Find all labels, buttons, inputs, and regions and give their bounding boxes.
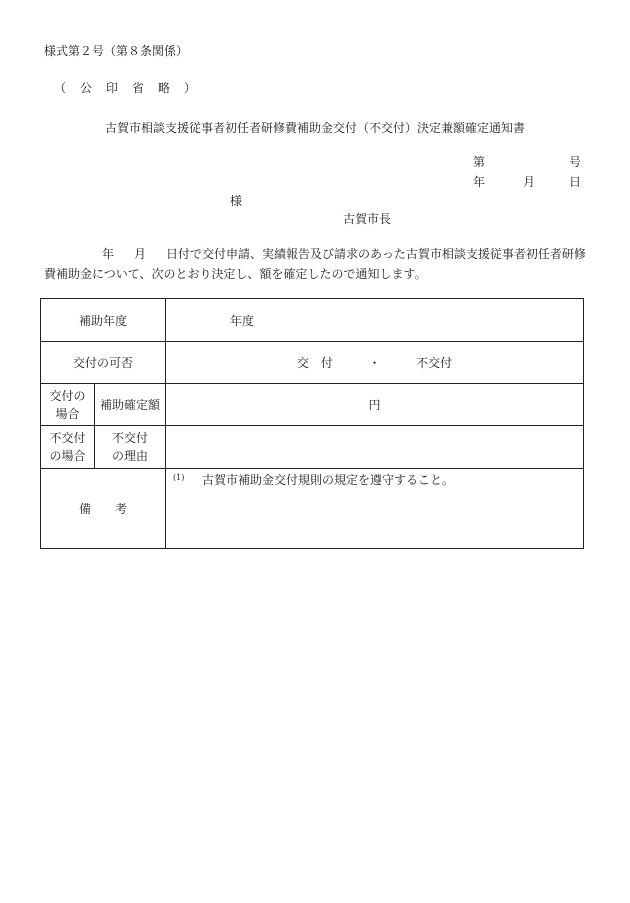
addressee-honorific: 様 — [230, 194, 243, 208]
table-row — [41, 469, 584, 549]
remarks-label: 備 考 — [41, 469, 166, 549]
form-number: 様式第２号（第８条関係） — [44, 44, 189, 58]
issuer-name: 古賀市長 — [343, 212, 392, 226]
decision-label: 交付の可否 — [41, 342, 166, 384]
confirmed-amount-label: 補助確定額 — [95, 384, 166, 426]
issue-number-suffix: 号 — [568, 155, 581, 169]
remark-text: 古賀市補助金交付規則の規定を遵守すること。 — [202, 473, 455, 487]
table-row — [41, 299, 584, 342]
body-text: 日付で交付申請、実績報告及び請求のあった古賀市相談支援従事者初任者研修費補助金について、次のとおり決定し、額を確定したので通知します。 — [44, 247, 586, 281]
body-month: 月 — [134, 247, 147, 261]
decision-grant: 交 付 — [296, 356, 333, 370]
notice-body — [44, 244, 587, 284]
decision-table — [40, 298, 584, 549]
nogrant-case-line1: 不交付 — [49, 431, 86, 445]
nogrant-case-label — [41, 426, 95, 469]
fiscal-year-label: 補助年度 — [41, 299, 166, 342]
nogrant-case-line2: の場合 — [49, 449, 86, 463]
fiscal-year-value: 年度 — [166, 299, 584, 342]
grant-case-line1: 交付の — [49, 388, 86, 403]
decision-no-grant: 不交付 — [416, 356, 453, 370]
issue-number-prefix: 第 — [473, 155, 486, 169]
confirmed-amount-value: 円 — [166, 384, 584, 426]
remarks-content — [166, 469, 584, 549]
document-title: 古賀市相談支援従事者初任者研修費補助金交付（不交付）決定兼額確定通知書 — [104, 121, 525, 135]
issue-date-year: 年 — [473, 175, 486, 189]
nogrant-reason-line2: の理由 — [112, 449, 149, 463]
body-year: 年 — [102, 247, 115, 261]
issue-date-month: 月 — [523, 175, 536, 189]
remark-marker: (1) — [173, 473, 185, 482]
issue-date-day: 日 — [568, 175, 581, 189]
table-row — [41, 342, 584, 384]
table-row — [41, 426, 584, 469]
nogrant-reason-line1: 不交付 — [112, 431, 149, 445]
seal-omitted-notice: （ 公 印 省 略 ） — [54, 81, 198, 95]
nogrant-reason-value — [166, 426, 584, 469]
table-row — [41, 384, 584, 426]
grant-case-line2: 場合 — [55, 406, 80, 421]
grant-case-label — [41, 384, 95, 426]
decision-separator: ・ — [368, 356, 381, 370]
decision-options — [166, 342, 584, 384]
nogrant-reason-label — [95, 426, 166, 469]
